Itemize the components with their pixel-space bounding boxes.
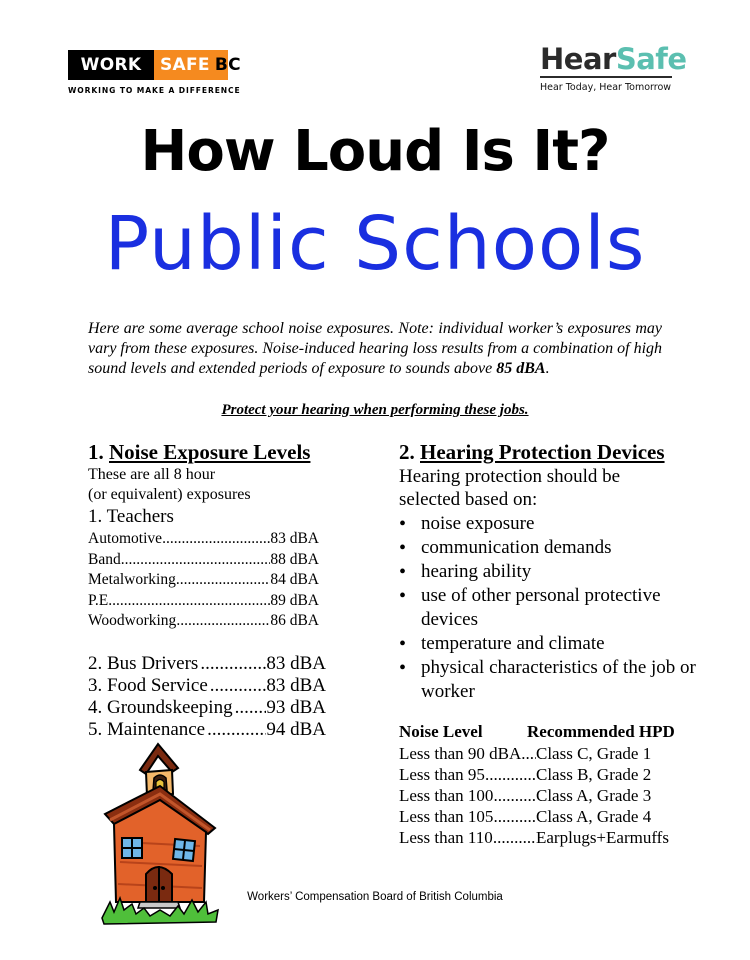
teacher-row: [88, 570, 319, 591]
col-noise-level: Noise Level: [399, 722, 483, 741]
dot-leader: [208, 675, 267, 697]
dot-leader: [112, 591, 270, 612]
dot-leader: [121, 550, 271, 571]
hearing-protection-section: [399, 439, 699, 704]
teacher-row-value: 89 dBA: [270, 591, 319, 609]
dot-leader: [198, 653, 266, 675]
dot-leader: [493, 806, 536, 827]
teacher-row-label: Band: [88, 550, 121, 568]
section-2-number: 2.: [399, 440, 415, 464]
worksafe-logo-safe-box: [154, 50, 241, 80]
level-text: Less than 90 dBA: [399, 744, 522, 763]
hpd-table-header: [399, 721, 699, 743]
footer-credit: Workers’ Compensation Board of British Columbia: [247, 891, 503, 903]
teacher-row-value: 88 dBA: [270, 550, 319, 568]
worksafe-bc-logo: [68, 50, 241, 100]
level-text: Less than 110: [399, 828, 493, 847]
job-row: [88, 697, 326, 719]
criteria-item: • physical characteristics of the job or worker: [399, 656, 699, 704]
teacher-row: [88, 591, 319, 612]
teacher-row: [88, 550, 319, 571]
section-1-title: Noise Exposure Levels: [109, 440, 311, 464]
table-cell-hpd: Class A, Grade 3: [536, 786, 652, 805]
level-text: Less than 95: [399, 765, 485, 784]
protect-callout: Protect your hearing when performing these jobs.: [221, 402, 529, 418]
page-title: How Loud Is It?: [140, 119, 610, 184]
criteria-item: • communication demands: [399, 536, 699, 560]
table-row: [399, 785, 699, 806]
section-1-number: 1.: [88, 440, 104, 464]
job-row-value: 93 dBA: [266, 696, 326, 718]
table-cell-level: [399, 827, 536, 848]
job-row: [88, 675, 326, 697]
criteria-item: • hearing ability: [399, 560, 699, 584]
hpd-lead-1: Hearing protection should be: [399, 466, 621, 487]
dot-leader: [176, 611, 270, 632]
teacher-row-value: 84 dBA: [270, 571, 319, 588]
job-row-value: 94 dBA: [266, 718, 326, 740]
dot-leader: [176, 570, 271, 591]
job-row-label: 5. Maintenance: [88, 718, 206, 740]
worksafe-logo-work: WORK: [68, 50, 154, 80]
exposure-note-2: (or equivalent) exposures: [88, 486, 251, 503]
job-row-value: 83 dBA: [266, 652, 326, 674]
job-row-label: 4. Groundskeeping: [88, 696, 233, 718]
table-cell-level: [399, 806, 536, 827]
teacher-row-value: 83 dBA: [270, 530, 319, 547]
worksafe-tagline: WORKING TO MAKE A DIFFERENCE: [68, 86, 241, 95]
table-cell-hpd: Class B, Grade 2: [536, 765, 652, 784]
table-row: [399, 827, 699, 848]
job-row: [88, 719, 326, 741]
table-cell-level: [399, 764, 536, 785]
worksafe-logo-bc: BC: [214, 55, 241, 75]
criteria-item: • use of other personal protective devices: [399, 584, 699, 632]
teacher-row-label: Woodworking: [88, 612, 177, 629]
table-row: [399, 764, 699, 785]
section-2-heading: [399, 439, 699, 465]
dot-leader: [485, 764, 536, 785]
criteria-item: • noise exposure: [399, 512, 699, 536]
dot-leader: [493, 785, 536, 806]
table-row: [399, 743, 699, 764]
table-cell-hpd: Earplugs+Earmuffs: [536, 828, 669, 847]
teacher-row-label: Automotive: [88, 530, 163, 547]
exposure-note-1: These are all 8 hour: [88, 466, 216, 483]
section-1-heading: [88, 439, 338, 465]
level-text: Less than 105: [399, 807, 494, 826]
teacher-row-label: Metalworking: [88, 571, 176, 588]
dot-leader: [205, 719, 266, 741]
job-row: [88, 653, 326, 675]
intro-threshold: 85 dBA: [496, 360, 546, 377]
section-2-title: Hearing Protection Devices: [420, 440, 665, 464]
level-text: Less than 100: [399, 786, 494, 805]
intro-text: Here are some average school noise exposures. Note: individual worker’s exposures may vary from these exposures. Noise-induced hearing loss results from a combination of high sound levels and extended periods of exposure to sounds above: [88, 320, 663, 377]
table-cell-hpd: Class A, Grade 4: [536, 807, 652, 826]
dot-leader: [521, 743, 536, 764]
hearsafe-logo: [540, 42, 690, 102]
other-jobs-list: [88, 653, 338, 741]
noise-exposure-section: [88, 439, 338, 741]
teachers-heading: 1. Teachers: [88, 506, 174, 527]
teacher-row-value: 86 dBA: [270, 612, 319, 629]
hpd-lead-2: selected based on:: [399, 489, 538, 510]
hearsafe-wordmark: [540, 42, 690, 76]
job-row-value: 83 dBA: [266, 674, 326, 696]
teacher-row-label: P.E.: [88, 591, 113, 609]
hearsafe-tagline: Hear Today, Hear Tomorrow: [540, 82, 672, 93]
dot-leader: [493, 827, 536, 848]
hearsafe-hear: Hear: [540, 42, 616, 76]
hearsafe-rule: [540, 76, 672, 78]
job-row-label: 2. Bus Drivers: [88, 652, 199, 674]
intro-paragraph: [88, 319, 662, 379]
hpd-table: [399, 721, 699, 848]
col-recommended-hpd: Recommended HPD: [527, 722, 675, 741]
dot-leader: [162, 529, 270, 550]
table-cell-level: [399, 743, 536, 764]
table-row: [399, 806, 699, 827]
dot-leader: [233, 697, 267, 719]
intro-end: .: [545, 360, 550, 377]
hearsafe-safe: Safe: [615, 42, 687, 76]
table-cell-hpd: Class C, Grade 1: [536, 744, 652, 763]
selection-criteria-list: [399, 512, 699, 704]
teacher-list: [88, 529, 338, 632]
teacher-row: [88, 529, 319, 550]
teacher-row: [88, 611, 319, 632]
table-cell-level: [399, 785, 536, 806]
worksafe-logo-safe: SAFE: [160, 55, 210, 75]
criteria-item: • temperature and climate: [399, 632, 699, 656]
page-subtitle: Public Schools: [104, 201, 646, 287]
job-row-label: 3. Food Service: [88, 674, 208, 696]
